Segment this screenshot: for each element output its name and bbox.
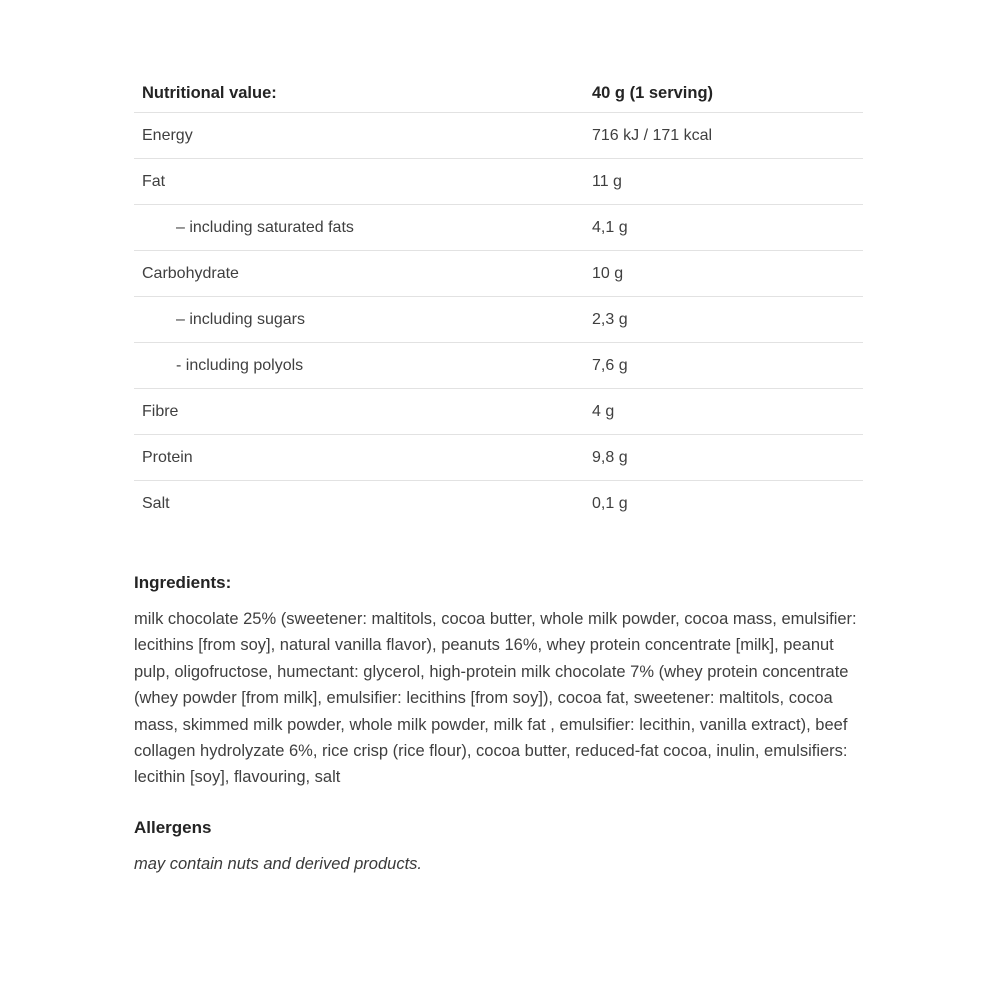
nutrient-row-fat	[134, 159, 863, 205]
nutrient-row-carbohydrate	[134, 251, 863, 297]
nutrient-row-salt	[134, 481, 863, 527]
nutrient-value: 7,6 g	[592, 356, 628, 374]
nutrient-label: – including saturated fats	[176, 218, 354, 236]
nutrient-value: 4 g	[592, 402, 615, 420]
nutrient-label: – including sugars	[176, 310, 305, 328]
allergens-text: may contain nuts and derived products.	[134, 854, 423, 873]
nutrient-label: Protein	[142, 448, 193, 466]
nutrient-row-fibre	[134, 389, 863, 435]
nutrient-label: Salt	[142, 495, 170, 512]
allergens-heading: Allergens	[134, 817, 212, 837]
nutrient-label: Energy	[142, 126, 193, 144]
nutrition-table	[134, 75, 863, 527]
nutrient-label: Carbohydrate	[142, 264, 239, 282]
nutrient-row-energy	[134, 113, 863, 159]
ingredients-text: milk chocolate 25% (sweetener: maltitols, cocoa butter, whole milk powder, cocoa mass, emulsifier: lecithins [from soy], natural vanilla flavor), peanuts 16%, whey protein concentrate [milk], peanut pulp, oligofructose, humectant: glycerol, high-protein milk chocolate 7% (whey protein concentrate (whey powder [from milk], emulsifier: lecithins [from soy]), cocoa fat, sweetener: maltitols, cocoa mass, skimmed milk powder, whole milk powder, milk fat , emulsifier: lecithin, vanilla extract), beef collagen hydrolyzate 6%, rice crisp (rice flour), cocoa butter, reduced-fat cocoa, inulin, emulsifiers: lecithin [soy], flavouring, salt	[134, 610, 857, 787]
nutrient-value: 11 g	[592, 172, 622, 190]
nutrient-value: 0,1 g	[592, 495, 628, 512]
nutrient-label: - including polyols	[176, 356, 304, 374]
nutrient-row-protein	[134, 435, 863, 481]
nutrient-row-saturated-fats	[134, 205, 863, 251]
nutrient-row-polyols	[134, 343, 863, 389]
nutrient-value: 10 g	[592, 264, 624, 282]
nutrient-value: 9,8 g	[592, 448, 628, 466]
nutrition-table-header-row	[134, 75, 863, 113]
nutrition-table-title: Nutritional value:	[142, 84, 277, 102]
product-nutrition-section	[134, 75, 863, 877]
nutrient-value: 4,1 g	[592, 218, 628, 236]
nutrient-row-sugars	[134, 297, 863, 343]
nutrient-value: 716 kJ / 171 kcal	[592, 126, 713, 144]
nutrient-label: Fat	[142, 172, 166, 190]
serving-size: 40 g (1 serving)	[592, 84, 714, 102]
nutrient-label: Fibre	[142, 402, 179, 420]
ingredients-heading: Ingredients:	[134, 573, 232, 592]
nutrient-value: 2,3 g	[592, 310, 628, 328]
